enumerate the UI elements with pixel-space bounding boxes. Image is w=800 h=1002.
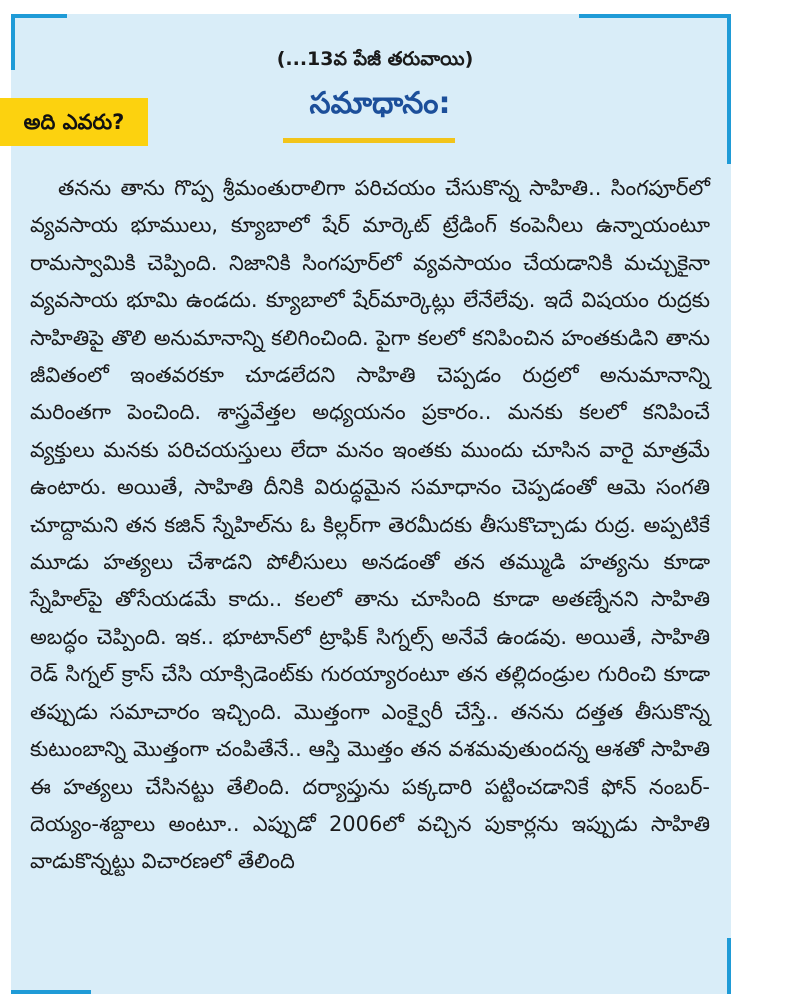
article-title: సమాధానం: (309, 86, 451, 121)
section-badge: అది ఎవరు? (0, 98, 148, 146)
corner-bracket-bottom-right-v (727, 938, 731, 994)
corner-bracket-top-right-h (579, 14, 731, 18)
article-body: తనను తాను గొప్ప శ్రీమంతురాలిగా పరిచయం చేసుకొన్న సాహితి.. సింగపూర్‌లో వ్యవసాయ భూములు, క్యూబాలో షేర్ మార్కెట్ ట్రేడింగ్ కంపెనీలు ఉన్నాయంటూ రామస్వామికి చెప్పింది. నిజానికి సింగపూర్‌లో వ్యవసాయం చేయడానికి మచ్చుకైనా వ్యవసాయ భూమి ఉండదు. క్యూబాలో షేర్‌మార్కెట్లు లేనేలేవు. ఇదే విషయం రుద్రకు సాహితిపై తొలి అనుమానాన్ని కలిగించింది. పైగా కలలో కనిపించిన హంతకుడిని తాను జీవితంలో ఇంతవరకూ చూడలేదని సాహితి చెప్పడం రుద్రలో అనుమానాన్ని మరింతగా పెంచింది. శాస్త్రవేత్తల అధ్యయనం ప్రకారం.. మనకు కలలో కనిపించే వ్యక్తులు మనకు పరిచయస్తులు లేదా మనం ఇంతకు ముందు చూసిన వారై మాత్రమే ఉంటారు. అయితే, సాహితి దీనికి విరుద్ధమైన సమాధానం చెప్పడంతో ఆమె సంగతి చూద్దామని తన కజిన్ స్నేహిల్‌ను ఓ కిల్లర్‌గా తెరమీదకు తీసుకొచ్చాడు రుద్ర. అప్పటికే మూడు హత్యలు చేశాడని పోలీసులు అనడంతో తన తమ్ముడి హత్యను కూడా స్నేహిల్‌పై తోసేయడమే కాదు.. కలలో తాను చూసింది కూడా అతణ్నేనని సాహితి అబద్ధం చెప్పింది. ఇక.. భూటాన్‌లో ట్రాఫిక్ సిగ్నల్స్ అనేవే ఉండవు. అయితే, సాహితి రెడ్ సిగ్నల్ క్రాస్ చేసి యాక్సిడెంట్‌కు గురయ్యారంటూ తన తల్లిదండ్రుల గురించి కూడా తప్పుడు సమాచారం ఇచ్చింది. మొత్తంగా ఎంక్వైరీ చేస్తే.. తనను దత్తత తీసుకొన్న కుటుంబాన్ని మొత్తంగా చంపితేనే.. ఆస్తి మొత్తం తన వశమవుతుందన్న ఆశతో సాహితి ఈ హత్యలు చేసినట్టు తేలింది. దర్యాప్తును పక్కదారి పట్టించడానికే ఫోన్ నంబర్-దెయ్యం-శబ్దాలు అంటూ.. ఎప్పుడో 2006లో వచ్చిన పుకార్లను ఇప్పుడు సాహితి వాడుకొన్నట్టు విచారణలో తేలింది (30, 176, 710, 874)
continued-from-label: (...13వ పేజీ తరువాయి) (276, 48, 474, 70)
corner-bracket-top-left-h (11, 14, 67, 18)
title-underline (283, 138, 455, 143)
corner-bracket-top-right-v (727, 14, 731, 164)
corner-bracket-top-left-v (11, 14, 15, 70)
corner-bracket-bottom-left-h (11, 990, 91, 994)
